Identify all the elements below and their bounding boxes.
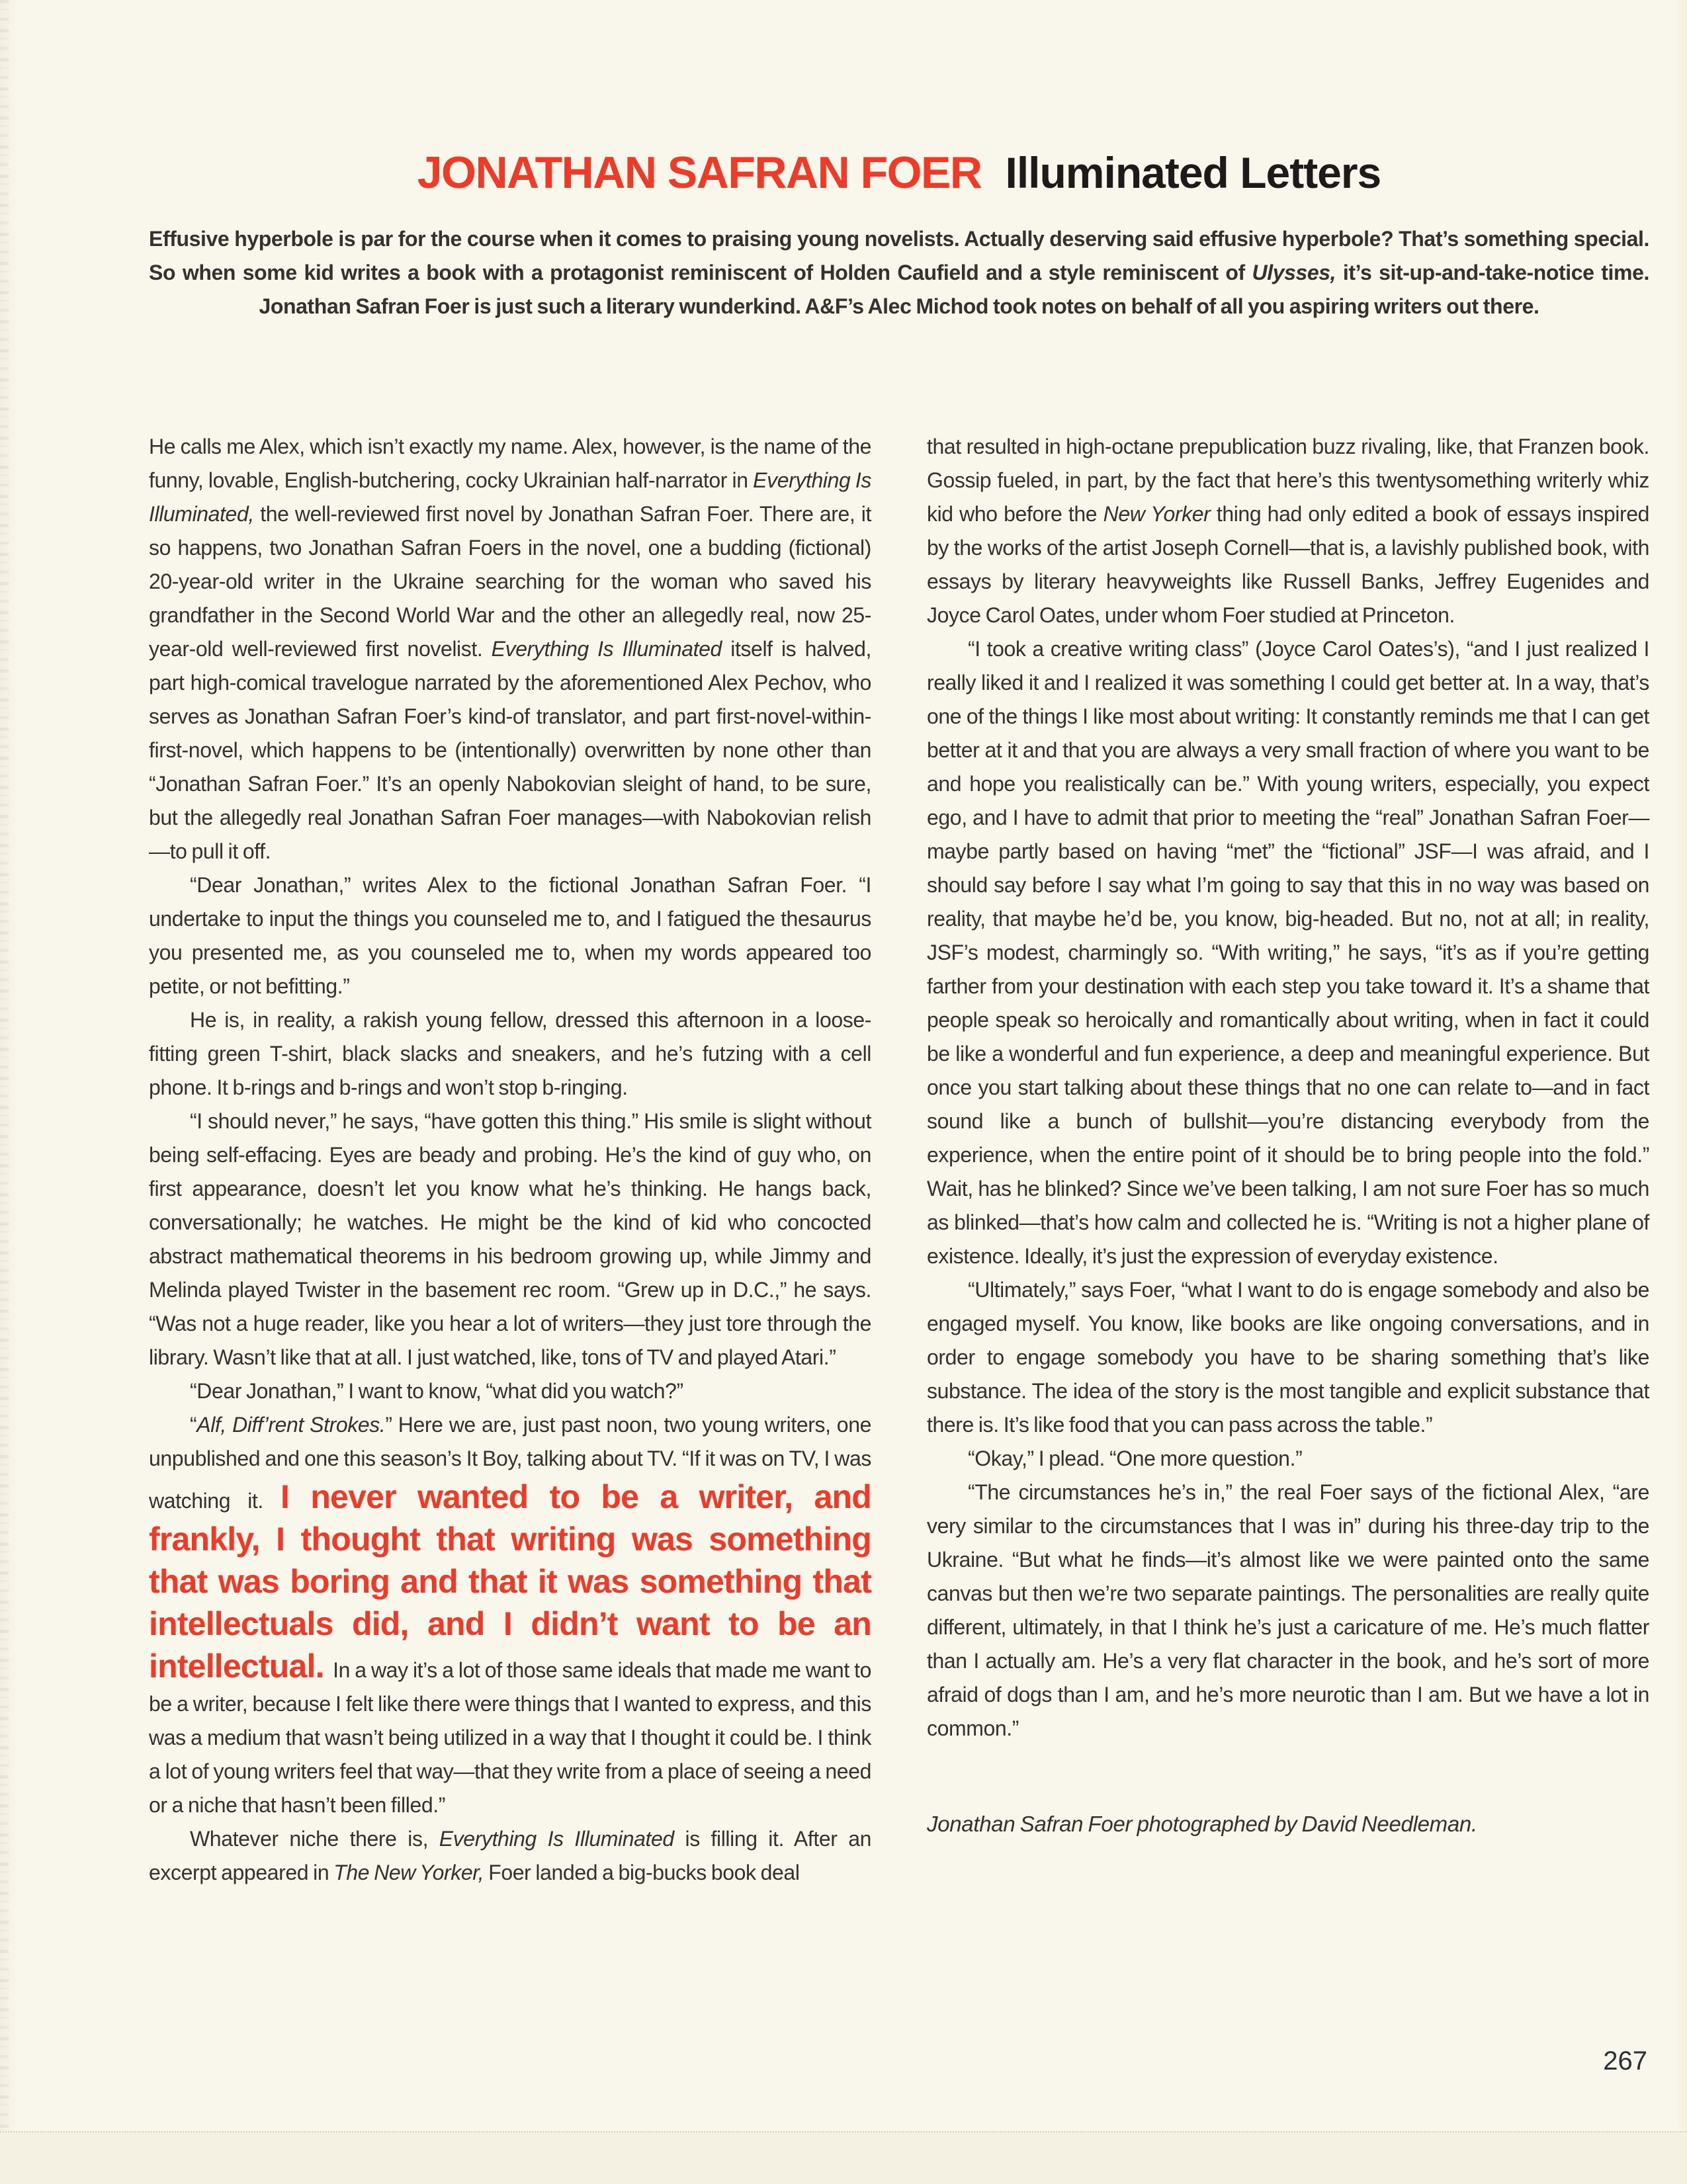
paragraph (149, 1822, 871, 1890)
scan-edge-artifact (0, 0, 9, 2183)
body-text: “The circumstances he’s in,” the real Foer says of the fictional Alex, “are very similar to the circumstances that I was in” during his three-day trip to the Ukraine. “But what he finds—it’s almost like we were painted onto the same canvas but then we’re two separate paintings. The personalities are really quite different, ultimately, in that I think he’s just a caricature of me. He’s much flatter than I actually am. He’s a very flat character in the book, and he’s sort of more afraid of dogs than I am, and he’s more neurotic than I am. But we have a lot in common.” (927, 1480, 1649, 1740)
body-text: it’s sit-up-and-take-notice time. Jonathan Safran Foer is just such a literary wunderkind. A&F’s Alec Michod took notes on behalf of all you aspiring writers out there. (259, 261, 1649, 318)
body-text: is filling it. After an excerpt appeared in (149, 1827, 871, 1884)
paragraph (927, 430, 1649, 632)
italic-title-text: New Yorker (1103, 502, 1211, 526)
italic-title-text: Everything Is Illuminated (439, 1827, 674, 1851)
body-text: itself is halved, part high-comical travelogue narrated by the aforementioned Alex Pechov, who serves as Jonathan Safran Foer’s kind-of translator, and part first-novel-within-first-novel, which happens to be (intentionally) overwritten by none other than “Jonathan Safran Foer.” It’s an openly Nabokovian sleight of hand, to be sure, but the allegedly real Jonathan Safran Foer manages—with Nabokovian relish—to pull it off. (149, 637, 871, 863)
body-text: “Dear Jonathan,” I want to know, “what did you watch?” (190, 1379, 683, 1403)
scan-bottom-edge-artifact (0, 2131, 1687, 2184)
pull-quote-text: I never wanted to be a writer, and frankly, I thought that writing was something that was boring and that it was something that intellectuals did, and I didn’t want to be an intellectual. (149, 1478, 871, 1685)
article-body (149, 430, 1649, 1890)
body-text: that resulted in high-octane prepublication buzz rivaling, like, that Franzen book. Gossip fueled, in part, by the fact that here’s this twentysomething writerly whiz kid who before the (927, 435, 1649, 526)
paragraph (149, 1408, 871, 1822)
body-text: “Ultimately,” says Foer, “what I want to do is engage somebody and also be engaged myself. You know, like books are like ongoing conversations, and in order to engage somebody you have to be sharing something that’s like substance. The idea of the story is the most tangible and explicit substance that there is. It’s like food that you can pass across the table.” (927, 1278, 1649, 1437)
article-header (149, 147, 1649, 198)
body-text: Foer landed a big-bucks book deal (484, 1861, 800, 1884)
italic-title-text: Everything Is Illuminated, (149, 468, 871, 526)
paragraph (149, 430, 871, 868)
italic-title-text: Alf, Diff’rent Strokes. (196, 1413, 386, 1437)
paragraph (927, 1476, 1649, 1745)
paragraph (927, 632, 1649, 1273)
article-title: Illuminated Letters (1005, 148, 1381, 197)
left-column (149, 430, 871, 1890)
author-name-title: JONATHAN SAFRAN FOER (417, 147, 982, 198)
body-text: “Dear Jonathan,” writes Alex to the fictional Jonathan Safran Foer. “I undertake to input the things you counseled me to, and I fatigued the thesaurus you presented me, as you counseled me to, when my words appeared too petite, or not befitting.” (149, 873, 871, 998)
body-text: “Okay,” I plead. “One more question.” (968, 1447, 1303, 1470)
body-text: Whatever niche there is, (190, 1827, 439, 1851)
body-text: thing had only edited a book of essays inspired by the works of the artist Joseph Cornell—that is, a lavishly published book, with essays by literary heavyweights like Russell Banks, Jeffrey Eugenides and Joyce Carol Oates, under whom Foer studied at Princeton. (927, 502, 1649, 627)
body-text: the well-reviewed first novel by Jonathan Safran Foer. There are, it so happens, two Jonathan Safran Foers in the novel, one a budding (fictional) 20-year-old writer in the Ukraine searching for the woman who saved his grandfather in the Second World War and the other an allegedly real, now 25-year-old well-reviewed first novelist. (149, 502, 871, 661)
body-text: ” Here we are, just past noon, two young writers, one unpublished and one this season’s It Boy, talking about TV. “If it was on TV, I was watching it. (149, 1413, 871, 1513)
paragraph (149, 222, 1649, 323)
italic-title-text: The New Yorker, (333, 1861, 484, 1884)
body-text: Effusive hyperbole is par for the course when it comes to praising young novelists. Actually deserving said effusive hyperbole? That’s something special. So when some kid writes a book with a protagonist reminiscent of Holden Caufield and a style reminiscent of (149, 227, 1649, 284)
body-text: He calls me Alex, which isn’t exactly my name. Alex, however, is the name of the funny, lovable, English-butchering, cocky Ukrainian half-narrator in (149, 435, 871, 492)
paragraph (149, 868, 871, 1003)
right-column (927, 430, 1649, 1839)
body-text: “I should never,” he says, “have gotten this thing.” His smile is slight without being self-effacing. Eyes are beady and probing. He’s the kind of guy who, on first appearance, doesn’t let you know what he’s thinking. He hangs back, conversationally; he watches. He might be the kind of kid who concocted abstract mathematical theorems in his bedroom growing up, while Jimmy and Melinda played Twister in the basement rec room. “Grew up in D.C.,” he says. “Was not a huge reader, like you hear a lot of writers—they just tore through the library. Wasn’t like that at all. I just watched, like, tons of TV and played Atari.” (149, 1109, 871, 1369)
paragraph (149, 1105, 871, 1374)
body-text: In a way it’s a lot of those same ideals that made me want to be a writer, because I felt like there were things that I wanted to express, and this was a medium that wasn’t being utilized in a way that I thought it could be. I think a lot of young writers feel that way—that they write from a place of seeing a need or a niche that hasn’t been filled.” (149, 1658, 871, 1817)
body-text: He is, in reality, a rakish young fellow, dressed this afternoon in a loose-fitting green T-shirt, black slacks and sneakers, and he’s futzing with a cell phone. It b-rings and b-rings and won’t stop b-ringing. (149, 1008, 871, 1099)
paragraph (149, 1374, 871, 1408)
paragraph (927, 1273, 1649, 1442)
body-text: “ (190, 1413, 197, 1437)
paragraph (149, 1003, 871, 1105)
page-number: 267 (1603, 2046, 1647, 2076)
italic-title-text: Ulysses, (1252, 261, 1336, 284)
body-text: “I took a creative writing class” (Joyce Carol Oates’s), “and I just realized I really liked it and I realized it was something I could get better at. In a way, that’s one of the things I like most about writing: It constantly reminds me that I can get better at it and that you are always a very small fraction of where you want to be and hope you realistically can be.” With young writers, especially, you expect ego, and I have to admit that prior to meeting the “real” Jonathan Safran Foer—maybe partly based on having “met” the “fictional” JSF—I was afraid, and I should say before I say what I’m going to say that this in no way was based on reality, that maybe he’d be, you know, big-headed. But no, not at all; in reality, JSF’s modest, charmingly so. “With writing,” he says, “it’s as if you’re getting farther from your destination with each step you take toward it. It’s a shame that people speak so heroically and romantically about writing, when in fact it could be like a wonderful and fun experience, a deep and meaningful experience. But once you start talking about these things that no one can relate to—and in fact sound like a bunch of bullshit—you’re distancing everybody from the experience, when the entire point of it should be to bring people into the fold.” Wait, has he blinked? Since we’ve been talking, I am not sure Foer has so much as blinked—that’s how calm and collected he is. “Writing is not a higher plane of existence. Ideally, it’s just the expression of everyday existence. (927, 637, 1649, 1268)
photo-credit: Jonathan Safran Foer photographed by David Needleman. (927, 1812, 1477, 1836)
paragraph (927, 1442, 1649, 1476)
italic-title-text: Everything Is Illuminated (491, 637, 722, 661)
standfirst-intro (149, 222, 1649, 323)
